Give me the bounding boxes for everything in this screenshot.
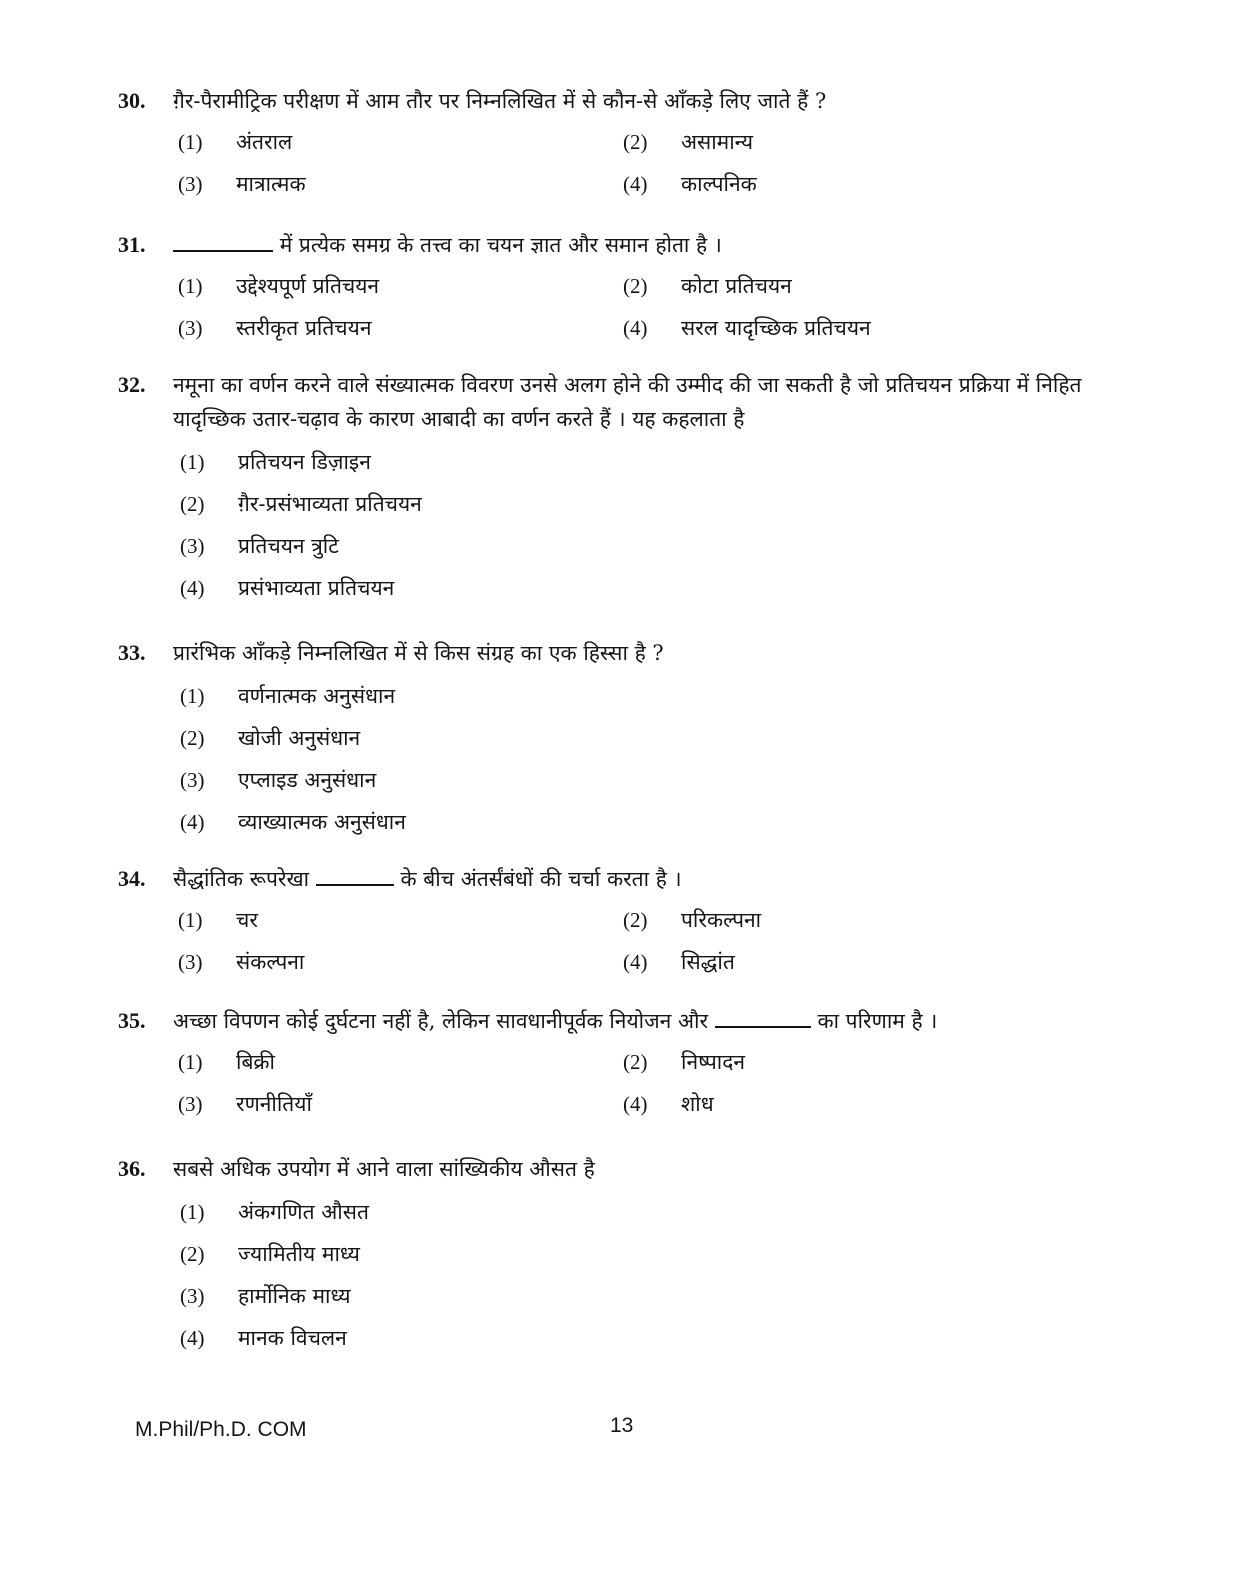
option-3: (3) एप्लाइड अनुसंधान	[180, 768, 377, 792]
option-1: (1) चर	[178, 908, 258, 932]
option-4: (4) सिद्धांत	[623, 950, 735, 974]
option-4: (4) काल्पनिक	[623, 172, 757, 196]
option-4: (4) व्याख्यात्मक अनुसंधान	[180, 810, 406, 834]
page-number: 13	[610, 1414, 634, 1437]
option-2: (2) निष्पादन	[623, 1050, 746, 1074]
option-3: (3) रणनीतियाँ	[178, 1092, 312, 1116]
question-36	[118, 1152, 1118, 1364]
question-number: 32.	[118, 372, 146, 397]
option-3: (3) प्रतिचयन त्रुटि	[180, 534, 339, 558]
question-text: सबसे अधिक उपयोग में आने वाला सांख्यिकीय औसत है	[173, 1157, 595, 1181]
question-text: ग़ैर-पैरामीट्रिक परीक्षण में आम तौर पर निम्नलिखित में से कौन-से आँकड़े लिए जाते हैं ?	[173, 89, 827, 113]
option-1: (1) अंतराल	[178, 130, 293, 154]
option-2: (2) परिकल्पना	[623, 908, 762, 932]
option-2: (2) ज्यामितीय माध्य	[180, 1242, 360, 1266]
question-number: 34.	[118, 866, 146, 891]
option-1: (1) वर्णनात्मक अनुसंधान	[180, 684, 396, 708]
question-33	[118, 636, 1118, 848]
question-number: 33.	[118, 640, 146, 665]
option-4: (4) शोध	[623, 1092, 714, 1116]
option-1: (1) उद्देश्यपूर्ण प्रतिचयन	[178, 274, 380, 298]
question-34	[118, 862, 1118, 978]
fill-in-blank	[316, 864, 394, 886]
question-30	[118, 84, 1118, 200]
option-3: (3) मात्रात्मक	[178, 172, 306, 196]
question-text: अच्छा विपणन कोई दुर्घटना नहीं है, लेकिन सावधानीपूर्वक नियोजन और का परिणाम है ।	[173, 1004, 1118, 1038]
question-text: नमूना का वर्णन करने वाले संख्यात्मक विवरण उनसे अलग होने की उम्मीद की जा सकती है जो प्रतिचयन प्रक्रिया में निहित यादृच्छिक उतार-चढ़ाव के कारण आबादी का वर्णन करते हैं । यह कहलाता है	[173, 373, 1082, 431]
question-number: 30.	[118, 88, 146, 113]
option-2: (2) ग़ैर-प्रसंभाव्यता प्रतिचयन	[180, 492, 422, 516]
question-31	[118, 228, 1118, 344]
option-3: (3) हार्मोनिक माध्य	[180, 1284, 351, 1308]
option-4: (4) सरल यादृच्छिक प्रतिचयन	[623, 316, 871, 340]
question-32	[118, 368, 1118, 614]
option-2: (2) खोजी अनुसंधान	[180, 726, 361, 750]
option-3: (3) स्तरीकृत प्रतिचयन	[178, 316, 372, 340]
fill-in-blank	[173, 230, 273, 252]
paper-code: M.Phil/Ph.D. COM	[135, 1418, 307, 1441]
option-1: (1) अंकगणित औसत	[180, 1200, 369, 1224]
option-3: (3) संकल्पना	[178, 950, 305, 974]
option-1: (1) बिक्री	[178, 1050, 275, 1074]
option-2: (2) कोटा प्रतिचयन	[623, 274, 792, 298]
question-text: सैद्धांतिक रूपरेखा के बीच अंतर्संबंधों की चर्चा करता है ।	[173, 862, 1118, 896]
option-4: (4) प्रसंभाव्यता प्रतिचयन	[180, 576, 395, 600]
question-number: 36.	[118, 1156, 146, 1181]
question-number: 35.	[118, 1008, 146, 1033]
fill-in-blank	[715, 1006, 811, 1028]
option-1: (1) प्रतिचयन डिज़ाइन	[180, 450, 371, 474]
question-text: में प्रत्येक समग्र के तत्त्व का चयन ज्ञात और समान होता है ।	[173, 228, 1118, 262]
question-text: प्रारंभिक आँकड़े निम्नलिखित में से किस संग्रह का एक हिस्सा है ?	[173, 641, 664, 665]
option-4: (4) मानक विचलन	[180, 1326, 347, 1350]
question-number: 31.	[118, 232, 146, 257]
question-35	[118, 1004, 1118, 1120]
option-2: (2) असामान्य	[623, 130, 754, 154]
